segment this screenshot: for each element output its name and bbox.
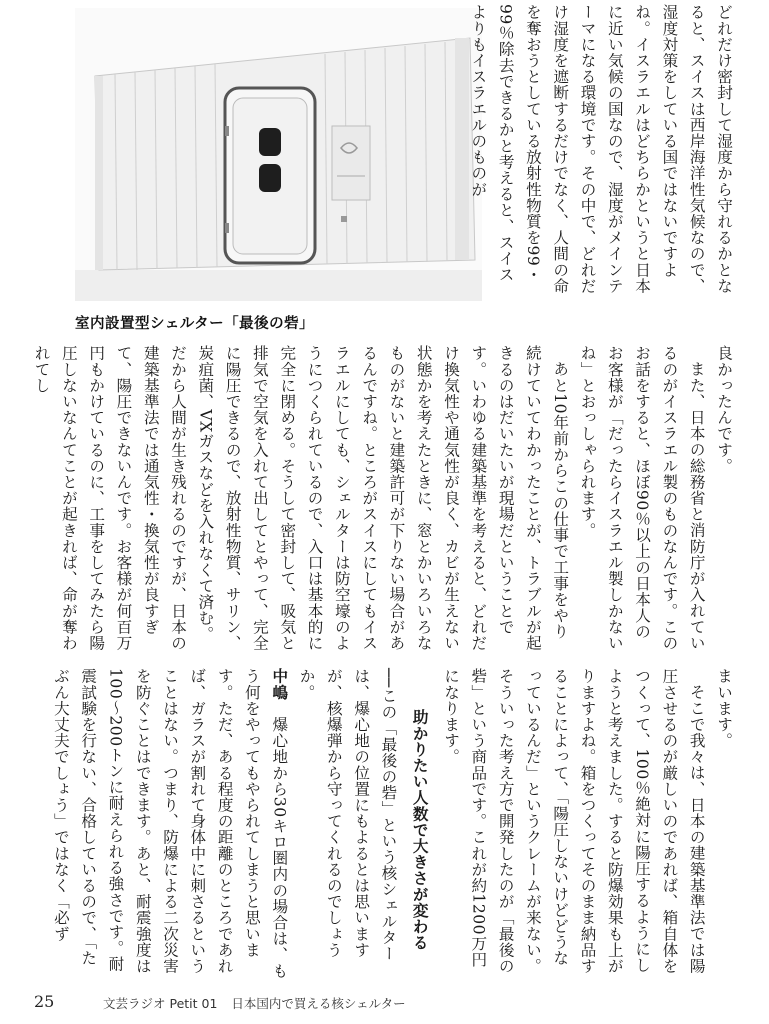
shelter-photo (75, 8, 482, 301)
speaker-name: 中嶋 (270, 668, 289, 701)
page-number: 25 (34, 992, 55, 1011)
article-title: 日本国内で買える核シェルター (231, 996, 406, 1011)
running-header (103, 994, 420, 1012)
paragraph: あと10年前からこの仕事で工事をやり続けていてわかったことが、トラブルが起きるのはだいたいが現場だということです。いわゆる建築基準を考えると、どれだけ換気性や通気性が良く、カビが生えない状態かを考えたときに、窓とかいろいろなものがないと建築許可が下りない場合があるんですね。ところがスイスにしてもイスラエルにしても、シェルターは防空壕のようにつくられているので、入口は基本的に完全に閉める。そうして密封して、吸気と排気で空気を入れて出してとやって、完全に陽圧できるので、放射性物質、サリン、炭疽菌、VXガスなどを入れなくて済む。だから人間が生き残れるのですが、日本の建築基準法では通気性・換気性が良すぎて、陽圧できないんです。お客様が何百万円もかけているのに、工事をしてみたら陽圧しないなんてことが起きれば、命が奪われてし (32, 345, 570, 651)
paragraph: そこで我々は、日本の建築基準法では陽圧させるのが厳しいのであれば、箱自体をつくって、100％絶対に陽圧するようにしようと考えました。すると防爆効果も上がりますよね。箱をつくってそのまま納品することによって、「陽圧しないけどどうなっているんだ」というクレームが来ない。そういった考え方で開発したのが「最後の砦」という商品です。これが約1200万円になります。 (442, 668, 706, 974)
section-heading: 助かりたい人数で大きさが変わる (410, 708, 429, 951)
paragraph: 良かったんです。 (715, 345, 733, 474)
paragraph: どれだけ密封して湿度から守れるかとなると、スイスは西岸海洋性気候なので、湿度対策をしている国ではないですよね。イスラエルはどちらかというと日本に近い気候の国なので、湿度がメインテーマになる環境です。その中で、どれだけ湿度を遮断するだけでなく、人間の命を奪おうとしている放射性物質を99・99％除去できるかと考えると、スイスよりもイスラエルのものが (469, 4, 733, 294)
text-block-middle (32, 345, 737, 655)
answer-text: 爆心地から30キロ圏内の場合は、もう何をやってもやられてしまうと思います。ただ、ある程度の距離のところであれば、ガラスが割れて身体中に刺さるということはない。つまり、防爆による二次災害を防ぐことはできます。あと、耐震強度は100～200トンに耐えられる強さです。耐震試験を行ない、合格しているので、「たぶん大丈夫でしょう」ではなく「必ず (51, 668, 289, 979)
interview-answer (47, 668, 293, 980)
paragraph: まいます。 (715, 668, 733, 749)
paragraph: また、日本の総務省と消防庁が入れているのがイスラエル製のものなんです。このお話をすると、ほぼ90％以上の日本人のお客様が「だったらイスラエル製しかないね」とおっしゃられます。 (578, 345, 706, 651)
page-footer (0, 992, 769, 1016)
text-block-top-right (469, 4, 737, 294)
interview-question: ──この「最後の砦」という核シェルターは、爆心地の位置にもよるとは思いますが、核爆弾から守ってくれるのでしょうか。 (297, 668, 398, 962)
text-block-bottom (51, 668, 737, 980)
photo-caption: 室内設置型シェルター「最後の砦」 (75, 316, 315, 332)
magazine-name: 文芸ラジオ Petit 01 (103, 996, 218, 1011)
